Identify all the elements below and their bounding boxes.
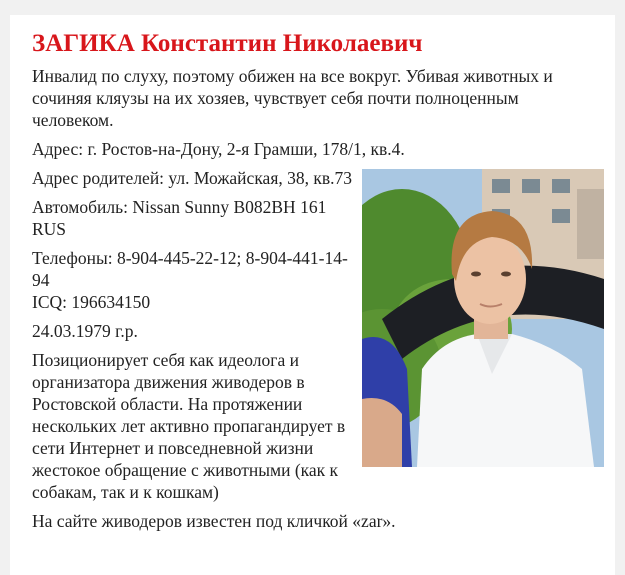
intro-text: Инвалид по слуху, поэтому обижен на все вокруг. Убивая животных и сочиняя кляузы на их хозяев, чувствует себя почти полноценным человеком. bbox=[32, 66, 553, 130]
birth-date-text: 24.03.1979 г.р. bbox=[32, 321, 138, 341]
nickname-text: На сайте живодеров известен под кличкой «zar». bbox=[32, 511, 396, 531]
article-card bbox=[10, 15, 615, 575]
portrait-photo bbox=[362, 169, 604, 467]
description-text: Позиционирует себя как идеолога и организатора движения живодеров в Ростовской области. На протяжении нескольких лет активно пропагандирует в сети Интернет и повседневной жизни жестокое обращение с животными (как к собакам, так и к кошкам) bbox=[32, 350, 346, 502]
portrait-photo-image bbox=[362, 169, 604, 467]
parents-address-text: Адрес родителей: ул. Можайская, 38, кв.73 bbox=[32, 168, 353, 188]
phones-text: Телефоны: 8-904-445-22-12; 8-904-441-14-94 bbox=[32, 248, 348, 290]
address-text: Адрес: г. Ростов-на-Дону, 2-я Грамши, 178/1, кв.4. bbox=[32, 139, 405, 159]
person-name: ЗАГИКА Константин Николаевич bbox=[32, 30, 423, 57]
article-content bbox=[32, 29, 602, 539]
icq-text: ICQ: 196634150 bbox=[32, 292, 151, 312]
car-text: Автомобиль: Nissan Sunny В082ВН 161 RUS bbox=[32, 197, 327, 239]
